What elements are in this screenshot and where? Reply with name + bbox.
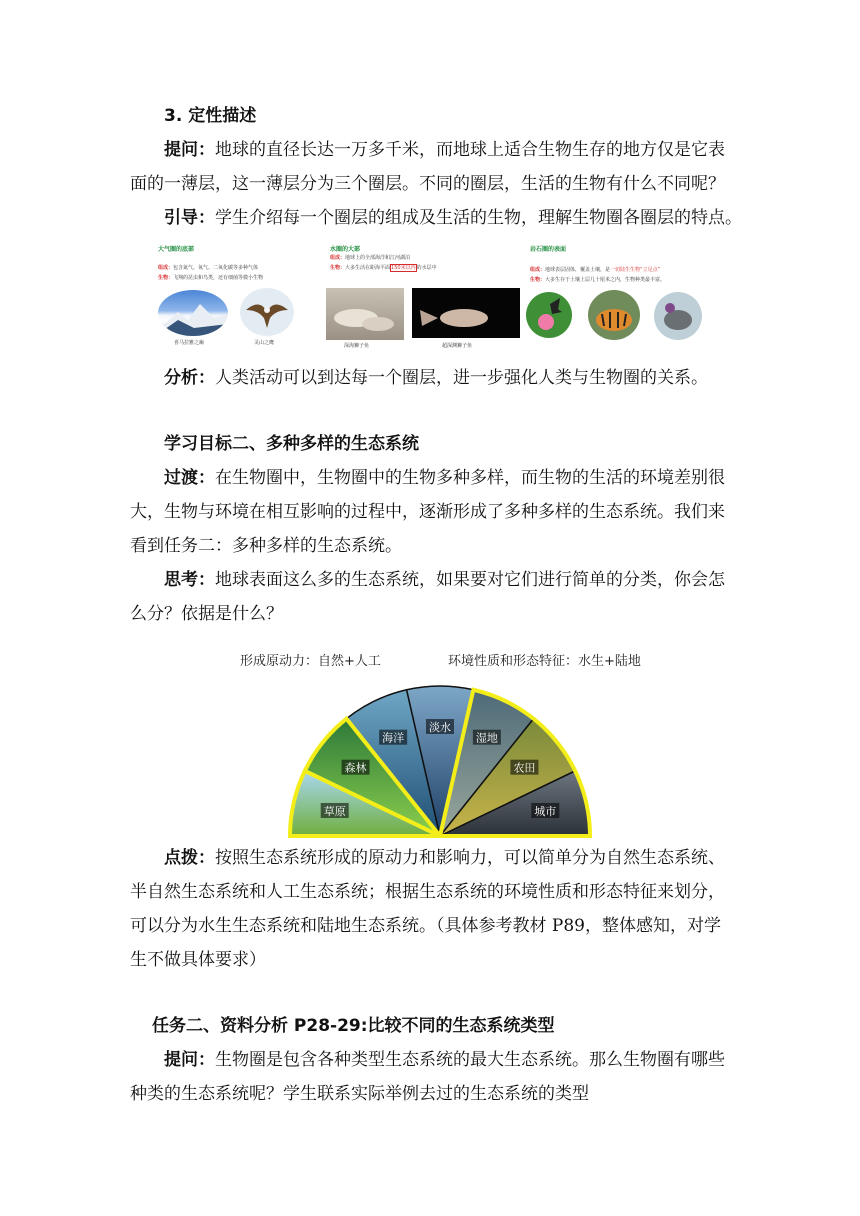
segment-label: 农田 [513,761,536,775]
composition-highlight: 一切陆生生物“立足点” [610,267,661,273]
biosphere-layers-figure [152,238,720,348]
task-ask-label: 提问： [164,1050,215,1070]
lithosphere-panel [524,238,720,348]
composition-text: 地球表层固体，覆盖土壤，是 [545,267,611,273]
eco-right-title: 环境性质和形态特征：水生+陆地 [448,654,641,669]
panel-title: 大气圈的底部 [158,246,195,253]
transition-text: 在生物圈中，生物圈中的生物多种多样，而生物的生活的环境差别很 [215,468,725,488]
butterfly-image [526,292,572,338]
task-ask-line-1 [164,1048,764,1072]
analysis-paragraph [164,366,764,390]
transition-paragraph-line-1 [164,466,764,490]
photo-caption: 超深渊狮子鱼 [442,343,473,349]
deep-snailfish-photo [412,288,520,338]
segment-label: 城市 [534,804,557,818]
segment-label: 淡水 [429,721,451,734]
guide-paragraph [164,206,764,230]
tiger-photo [588,290,640,340]
life-text: 飞翔的昆虫和鸟类，还有细菌等微小生物 [173,275,264,281]
hint-label: 点拨： [164,848,215,868]
composition-key: 组成： [158,265,174,271]
ask-label: 提问： [164,140,215,160]
life-key: 生物： [330,265,346,271]
panel-life [330,264,437,271]
ask-text: 地球的直径长达一万多千米，而地球上适合生物生存的地方仅是它表 [215,140,725,160]
hint-paragraph-line-4: 生不做具体要求） [130,950,266,970]
panel-title: 水圈的大部 [330,246,361,253]
hint-paragraph-line-3: 可以分为水生生态系统和陆地生态系统。（具体参考教材 P89，整体感知，对学 [130,916,721,936]
composition-text: 包含氮气、氧气、二氧化碳等多种气体 [173,265,259,271]
transition-paragraph-line-2: 大，生物与环境在相互影响的过程中，逐渐形成了多种多样的生态系统。我们来 [130,502,725,522]
ask-paragraph-line-2: 面的一薄层，这一薄层分为三个圈层。不同的圈层，生活的生物有什么不同呢？ [130,174,725,194]
life-highlight: 150米以内 [391,265,416,271]
atmosphere-panel [152,238,322,348]
panel-life [530,276,665,283]
guide-label: 引导： [164,208,215,228]
pheasant-photo [654,292,702,340]
composition-text: 地球上的全部海洋和江河湖泊 [345,255,411,261]
task-ask-text: 生物圈是包含各种类型生态系统的最大生态系统。那么生物圈有哪些 [215,1050,725,1070]
panel-composition [330,254,410,261]
analysis-text: 人类活动可以到达每一个圈层，进一步强化人类与生物圈的关系。 [215,368,708,388]
segment-label: 森林 [344,761,367,775]
section-heading: 3. 定性描述 [164,106,257,126]
panel-composition [530,266,660,273]
life-text: 大多生存于土壤上层几十厘米之内，生物种类最丰富。 [545,277,666,283]
butterfly-photo [526,292,572,338]
composition-key: 组成： [530,267,546,273]
photo-caption: 深海狮子鱼 [344,343,370,349]
life-key: 生物： [530,277,546,283]
analysis-label: 分析： [164,368,215,388]
hint-paragraph-line-1 [164,846,764,870]
task-ask-line-2: 种类的生态系统呢？学生联系实际举例去过的生态系统的类型 [130,1084,589,1104]
section-heading: 学习目标二、多种多样的生态系统 [164,434,419,454]
snailfish-image [326,288,404,340]
segment-label: 海洋 [382,731,405,745]
task-heading: 任务二、资料分析 P28-29:比较不同的生态系统类型 [152,1016,555,1036]
snailfish-photo [326,288,404,340]
eco-left-title: 形成原动力：自然+人工 [240,654,381,669]
ecosystem-fan-diagram [265,680,615,842]
segment-label: 湿地 [475,731,498,745]
segment-label: 草原 [323,804,346,818]
mountain-photo [158,290,228,336]
transition-paragraph-line-3: 看到任务二：多种多样的生态系统。 [130,536,402,556]
life-key: 生物： [158,275,174,281]
eagle-image [240,288,294,336]
pheasant-image [654,292,702,340]
guide-text: 学生介绍每一个圈层的组成及生活的生物，理解生物圈各圈层的特点。 [215,208,742,228]
life-text: 大多生活在距海平面 [345,265,391,271]
think-text: 地球表面这么多的生态系统，如果要对它们进行简单的分类，你会怎 [215,570,725,590]
life-text: 的水层中 [416,265,437,271]
panel-title: 岩石圈的表面 [530,246,567,253]
hint-paragraph-line-2: 半自然生态系统和人工生态系统；根据生态系统的环境性质和形态特征来划分， [130,882,725,902]
eagle-photo [240,288,294,336]
mountain-image [158,290,228,336]
transition-label: 过渡： [164,468,215,488]
photo-caption: 喜马拉雅之巅 [174,340,205,346]
think-paragraph-line-2: 么分？依据是什么？ [130,604,283,624]
panel-composition [158,264,258,271]
panel-life [158,274,263,281]
deep-snailfish-image [412,288,520,338]
composition-key: 组成： [330,255,346,261]
tiger-image [588,290,640,340]
think-label: 思考： [164,570,215,590]
photo-caption: 灵山之鹰 [254,340,275,346]
think-paragraph-line-1 [164,568,764,592]
hint-text: 按照生态系统形成的原动力和影响力，可以简单分为自然生态系统、 [215,848,725,868]
hydrosphere-panel [324,238,524,348]
ask-paragraph-line-1 [164,138,764,162]
